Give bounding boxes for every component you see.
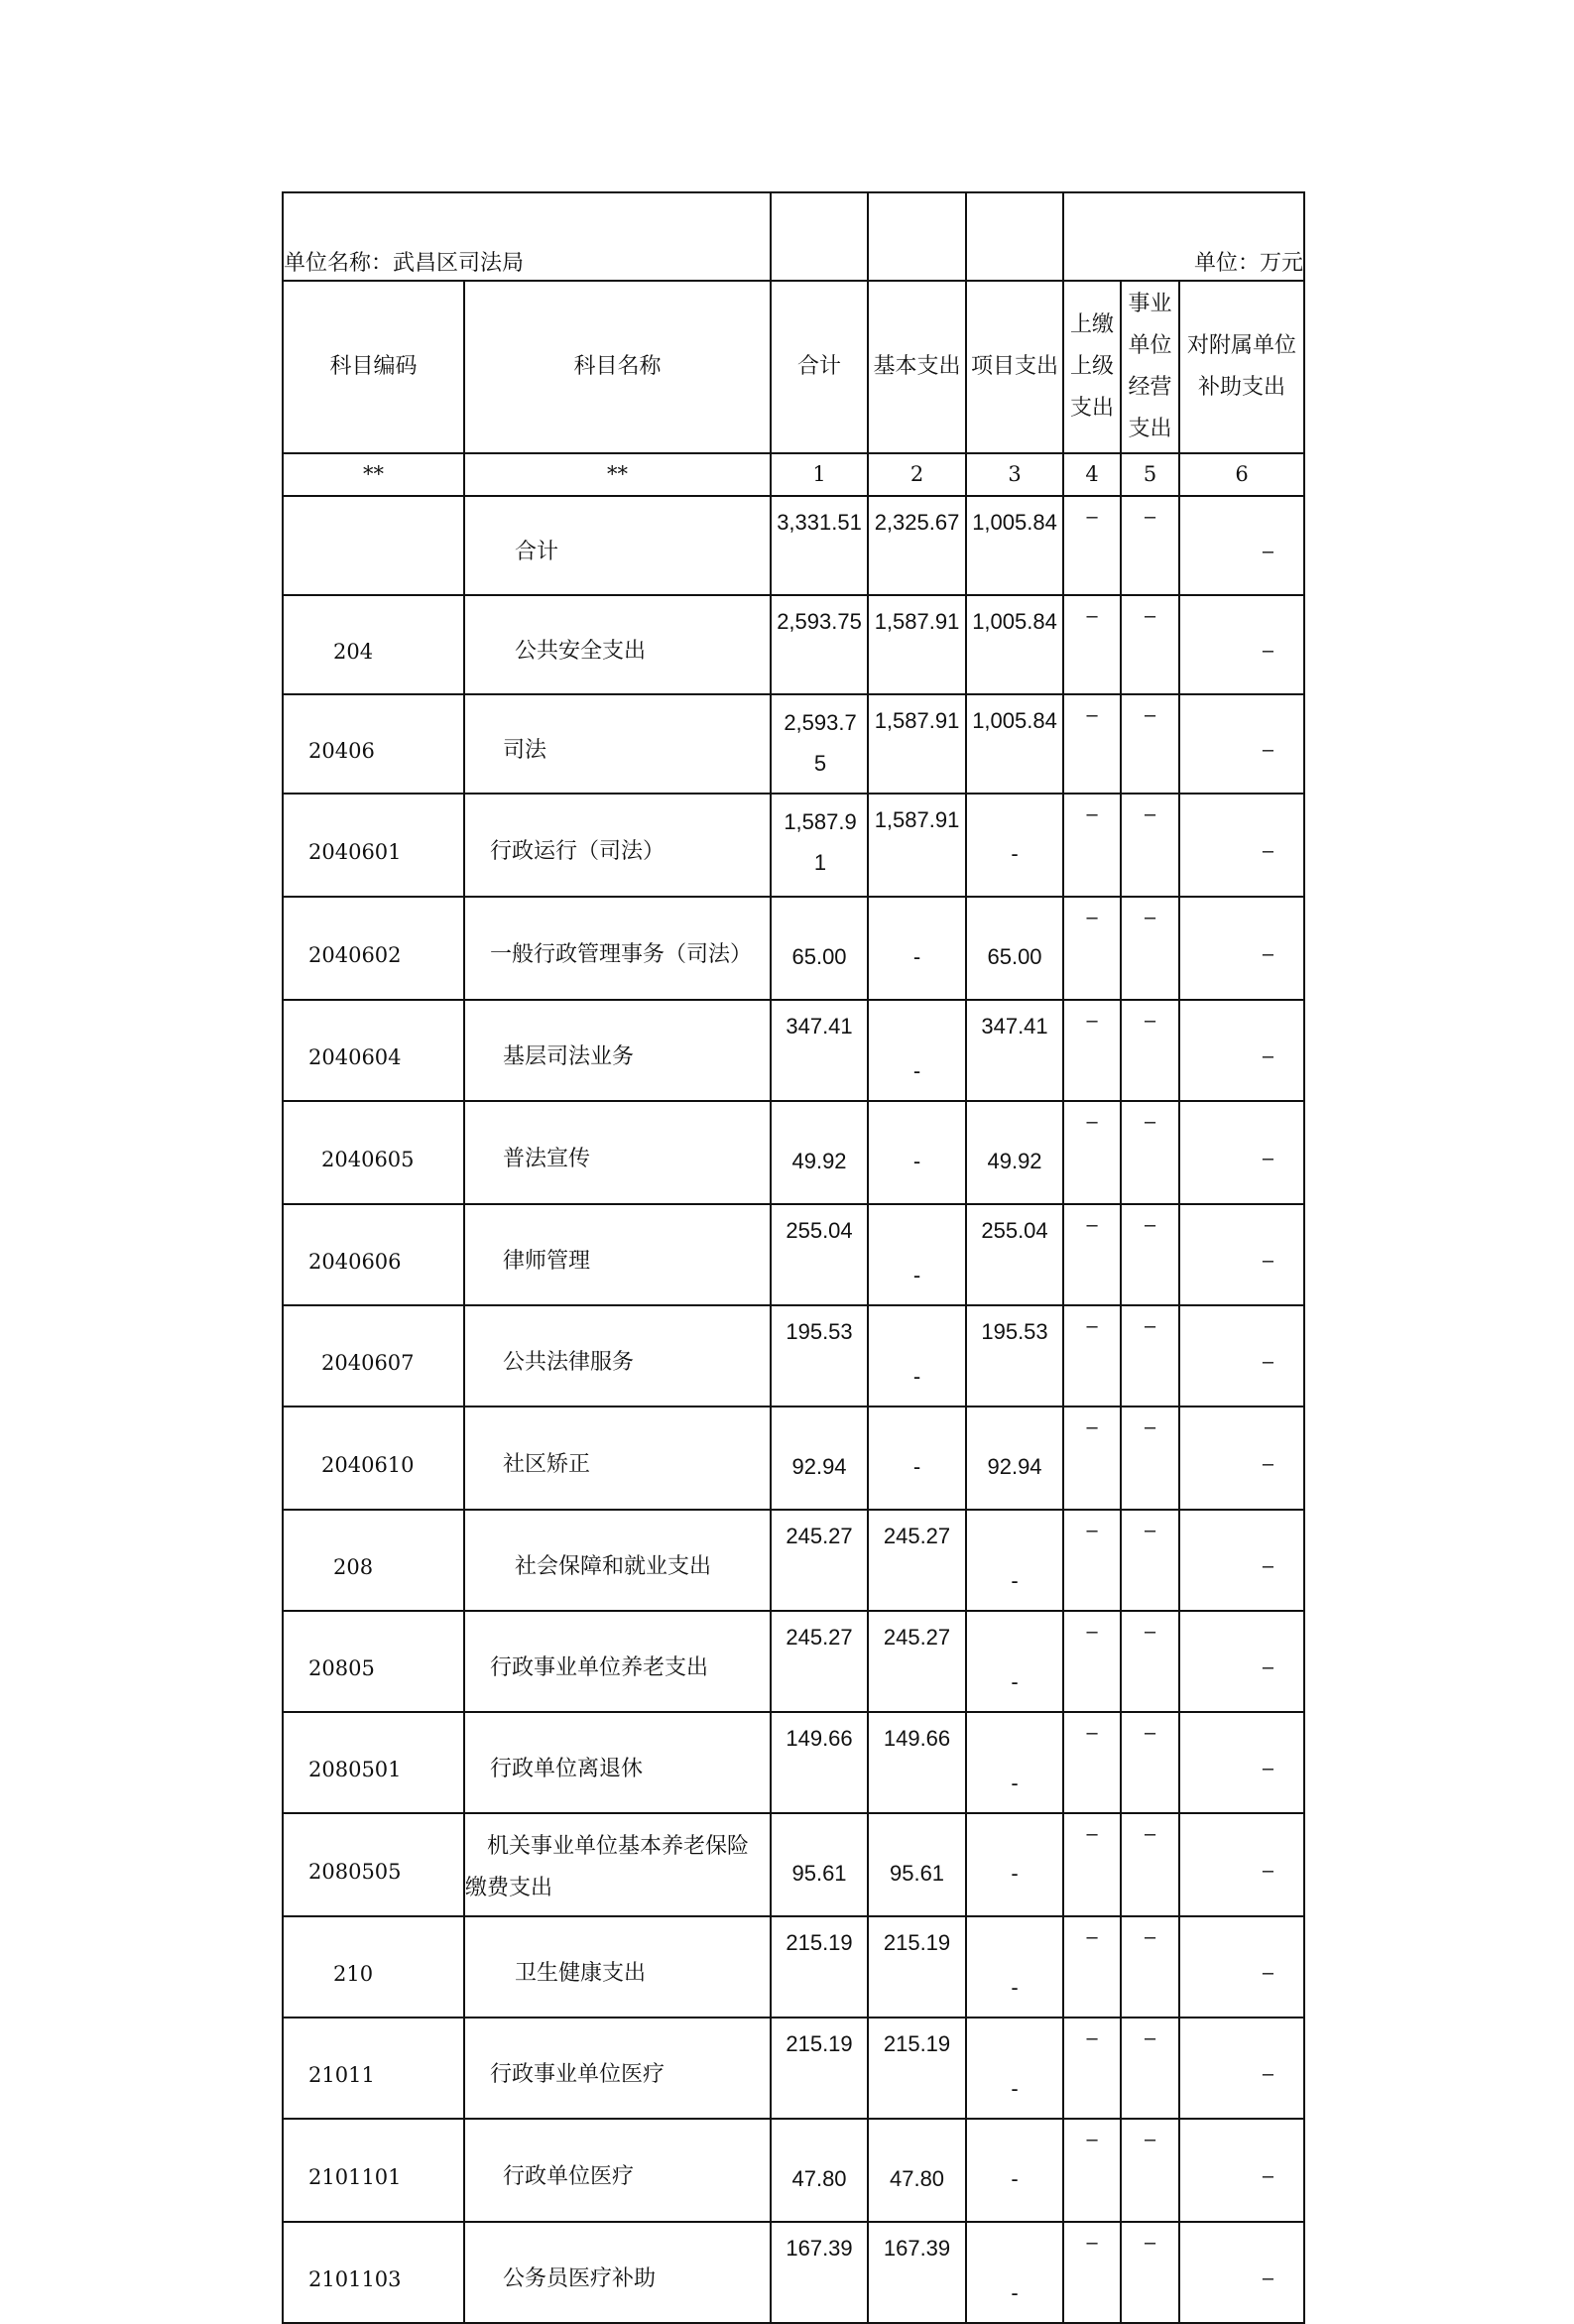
row-code: 2040606	[283, 1204, 464, 1305]
row-basic: -	[868, 1204, 966, 1305]
table-row	[283, 1204, 1304, 1305]
row-name: 行政事业单位养老支出	[464, 1611, 771, 1712]
table-row	[283, 2222, 1304, 2323]
row-name: 公共法律服务	[464, 1305, 771, 1407]
row-total: 245.27	[771, 1611, 868, 1712]
row-total: 347.41	[771, 1000, 868, 1101]
row-business: –	[1121, 595, 1179, 694]
row-basic: 215.19	[868, 1916, 966, 2018]
header-upper	[1063, 281, 1121, 453]
header-code: 科目编码	[283, 281, 464, 453]
row-basic: 95.61	[868, 1813, 966, 1916]
row-project: 195.53	[966, 1305, 1063, 1407]
row-business: –	[1121, 1204, 1179, 1305]
row-business: –	[1121, 2222, 1179, 2323]
row-upper: –	[1063, 1000, 1121, 1101]
row-upper: –	[1063, 794, 1121, 897]
table-row	[283, 1101, 1304, 1204]
row-code: 2040605	[283, 1101, 464, 1204]
row-business: –	[1121, 2018, 1179, 2119]
row-subsidy: –	[1179, 897, 1304, 1000]
row-business: –	[1121, 1510, 1179, 1611]
row-code: 21011	[283, 2018, 464, 2119]
row-upper: –	[1063, 2222, 1121, 2323]
row-business: –	[1121, 1611, 1179, 1712]
row-upper: –	[1063, 1916, 1121, 2018]
row-total: 245.27	[771, 1510, 868, 1611]
unit-header-row	[283, 192, 1304, 281]
row-upper: –	[1063, 1611, 1121, 1712]
row-business: –	[1121, 496, 1179, 595]
index-cell: 4	[1063, 453, 1121, 496]
row-basic: -	[868, 1000, 966, 1101]
row-name: 社会保障和就业支出	[464, 1510, 771, 1611]
blank-cell	[966, 192, 1063, 281]
row-upper: –	[1063, 595, 1121, 694]
row-code: 2040602	[283, 897, 464, 1000]
row-name: 基层司法业务	[464, 1000, 771, 1101]
index-cell: 6	[1179, 453, 1304, 496]
blank-cell	[771, 192, 868, 281]
header-name: 科目名称	[464, 281, 771, 453]
table-row	[283, 2119, 1304, 2222]
row-project: 1,005.84	[966, 694, 1063, 794]
table-row	[283, 496, 1304, 595]
row-basic: -	[868, 1305, 966, 1407]
row-code: 2101103	[283, 2222, 464, 2323]
header-business-text: 事业单位经营支出	[1128, 292, 1172, 441]
row-name: 普法宣传	[464, 1101, 771, 1204]
row-basic: 167.39	[868, 2222, 966, 2323]
row-total: 65.00	[771, 897, 868, 1000]
table-row	[283, 694, 1304, 794]
row-basic: -	[868, 1101, 966, 1204]
row-name: 行政事业单位医疗	[464, 2018, 771, 2119]
row-name: 行政单位医疗	[464, 2119, 771, 2222]
row-business: –	[1121, 1813, 1179, 1916]
table-row	[283, 1813, 1304, 1916]
row-project: 65.00	[966, 897, 1063, 1000]
row-subsidy: –	[1179, 1204, 1304, 1305]
column-header-row	[283, 281, 1304, 453]
row-code: 208	[283, 1510, 464, 1611]
index-cell: **	[283, 453, 464, 496]
row-subsidy: –	[1179, 1712, 1304, 1813]
row-name: 行政运行（司法）	[464, 794, 771, 897]
row-project: -	[966, 1611, 1063, 1712]
row-subsidy: –	[1179, 1305, 1304, 1407]
index-cell: 2	[868, 453, 966, 496]
row-business: –	[1121, 2119, 1179, 2222]
row-basic: 215.19	[868, 2018, 966, 2119]
index-cell: **	[464, 453, 771, 496]
row-project: -	[966, 1712, 1063, 1813]
row-code: 2101101	[283, 2119, 464, 2222]
row-subsidy: –	[1179, 2119, 1304, 2222]
row-basic: 245.27	[868, 1611, 966, 1712]
row-business: –	[1121, 794, 1179, 897]
row-code: 210	[283, 1916, 464, 2018]
blank-cell	[868, 192, 966, 281]
row-code: 20805	[283, 1611, 464, 1712]
table-row	[283, 1000, 1304, 1101]
row-subsidy: –	[1179, 1611, 1304, 1712]
row-basic: 1,587.91	[868, 595, 966, 694]
row-project: 1,005.84	[966, 595, 1063, 694]
row-basic: 1,587.91	[868, 694, 966, 794]
table-row	[283, 1712, 1304, 1813]
row-upper: –	[1063, 1204, 1121, 1305]
row-code: 2080505	[283, 1813, 464, 1916]
row-subsidy: –	[1179, 694, 1304, 794]
header-upper-text: 上缴上级支出	[1070, 312, 1115, 421]
header-total: 合计	[771, 281, 868, 453]
row-business: –	[1121, 1916, 1179, 2018]
row-basic: 149.66	[868, 1712, 966, 1813]
row-business: –	[1121, 694, 1179, 794]
row-total: 47.80	[771, 2119, 868, 2222]
row-name: 公务员医疗补助	[464, 2222, 771, 2323]
row-total: 215.19	[771, 1916, 868, 2018]
row-total: 95.61	[771, 1813, 868, 1916]
row-upper: –	[1063, 1510, 1121, 1611]
row-business: –	[1121, 1407, 1179, 1510]
row-upper: –	[1063, 1407, 1121, 1510]
row-code: 2040604	[283, 1000, 464, 1101]
row-subsidy: –	[1179, 1101, 1304, 1204]
row-subsidy: –	[1179, 595, 1304, 694]
row-project: -	[966, 2119, 1063, 2222]
header-basic	[868, 281, 966, 453]
row-name: 机关事业单位基本养老保险缴费支出	[464, 1813, 771, 1916]
row-business: –	[1121, 897, 1179, 1000]
row-project: 92.94	[966, 1407, 1063, 1510]
table-row	[283, 794, 1304, 897]
row-basic: 47.80	[868, 2119, 966, 2222]
row-project: -	[966, 1813, 1063, 1916]
row-subsidy: –	[1179, 794, 1304, 897]
header-subsidy-text: 对附属单位补助支出	[1187, 333, 1297, 400]
row-upper: –	[1063, 694, 1121, 794]
table-row	[283, 1510, 1304, 1611]
row-basic: 1,587.91	[868, 794, 966, 897]
row-subsidy: –	[1179, 2018, 1304, 2119]
row-project: -	[966, 794, 1063, 897]
table-row	[283, 1916, 1304, 2018]
table-row	[283, 1611, 1304, 1712]
table-row	[283, 1305, 1304, 1407]
row-total: 49.92	[771, 1101, 868, 1204]
row-upper: –	[1063, 1101, 1121, 1204]
row-project: 255.04	[966, 1204, 1063, 1305]
row-name: 公共安全支出	[464, 595, 771, 694]
row-project: -	[966, 1510, 1063, 1611]
row-subsidy: –	[1179, 1510, 1304, 1611]
row-project: -	[966, 2222, 1063, 2323]
row-basic: 245.27	[868, 1510, 966, 1611]
index-cell: 3	[966, 453, 1063, 496]
table-row	[283, 897, 1304, 1000]
row-name: 律师管理	[464, 1204, 771, 1305]
row-name: 合计	[464, 496, 771, 595]
row-basic: -	[868, 1407, 966, 1510]
row-name: 行政单位离退休	[464, 1712, 771, 1813]
row-total: 149.66	[771, 1712, 868, 1813]
row-basic: 2,325.67	[868, 496, 966, 595]
row-total: 2,593.75	[771, 694, 868, 794]
row-project: -	[966, 2018, 1063, 2119]
row-code: 2040607	[283, 1305, 464, 1407]
row-upper: –	[1063, 1813, 1121, 1916]
row-upper: –	[1063, 496, 1121, 595]
row-subsidy: –	[1179, 2222, 1304, 2323]
row-project: 347.41	[966, 1000, 1063, 1101]
table-row	[283, 2018, 1304, 2119]
index-row	[283, 453, 1304, 496]
row-business: –	[1121, 1305, 1179, 1407]
row-name: 卫生健康支出	[464, 1916, 771, 2018]
row-total: 92.94	[771, 1407, 868, 1510]
header-project	[966, 281, 1063, 453]
row-subsidy: –	[1179, 1000, 1304, 1101]
row-upper: –	[1063, 2018, 1121, 2119]
row-total: 167.39	[771, 2222, 868, 2323]
row-upper: –	[1063, 897, 1121, 1000]
unit-name: 单位名称：武昌区司法局	[283, 192, 771, 281]
row-upper: –	[1063, 1305, 1121, 1407]
row-code: 2040601	[283, 794, 464, 897]
row-total: 3,331.51	[771, 496, 868, 595]
row-name: 一般行政管理事务（司法）	[464, 897, 771, 1000]
expenditure-table	[282, 191, 1305, 2324]
index-cell: 1	[771, 453, 868, 496]
index-cell: 5	[1121, 453, 1179, 496]
row-business: –	[1121, 1101, 1179, 1204]
header-basic-text: 基本支出	[873, 354, 961, 380]
row-name: 社区矫正	[464, 1407, 771, 1510]
row-project: -	[966, 1916, 1063, 2018]
header-business	[1121, 281, 1179, 453]
table-row	[283, 1407, 1304, 1510]
row-total: 215.19	[771, 2018, 868, 2119]
row-subsidy: –	[1179, 1813, 1304, 1916]
table-row	[283, 595, 1304, 694]
row-subsidy: –	[1179, 496, 1304, 595]
row-code: 2080501	[283, 1712, 464, 1813]
unit-measure: 单位：万元	[1063, 192, 1304, 281]
row-code: 20406	[283, 694, 464, 794]
row-project: 1,005.84	[966, 496, 1063, 595]
row-code: 204	[283, 595, 464, 694]
row-name: 司法	[464, 694, 771, 794]
row-subsidy: –	[1179, 1407, 1304, 1510]
row-code: 2040610	[283, 1407, 464, 1510]
row-total: 1,587.91	[771, 794, 868, 897]
row-subsidy: –	[1179, 1916, 1304, 2018]
row-business: –	[1121, 1712, 1179, 1813]
header-project-text: 项目支出	[971, 354, 1059, 380]
row-business: –	[1121, 1000, 1179, 1101]
row-basic: -	[868, 897, 966, 1000]
row-upper: –	[1063, 2119, 1121, 2222]
row-code	[283, 496, 464, 595]
row-total: 195.53	[771, 1305, 868, 1407]
row-total: 2,593.75	[771, 595, 868, 694]
row-total: 255.04	[771, 1204, 868, 1305]
header-subsidy	[1179, 281, 1304, 453]
row-project: 49.92	[966, 1101, 1063, 1204]
row-upper: –	[1063, 1712, 1121, 1813]
